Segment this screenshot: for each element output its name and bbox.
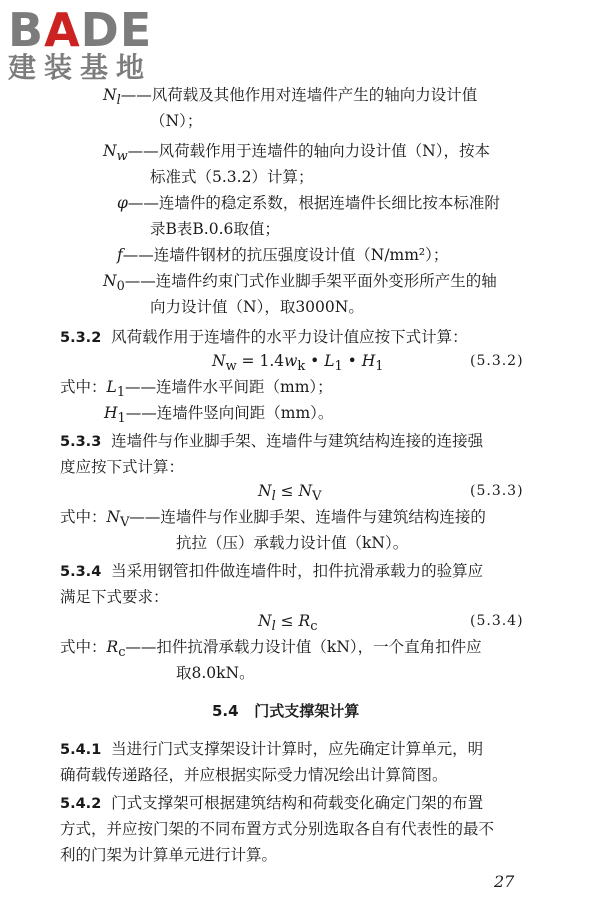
where-l1: 式中：$L_1——$连墙件水平间距（mm）； [60, 378, 333, 401]
logo-wordmark: BADE [8, 3, 153, 57]
where-rc-cont: 取8.0kN。 [176, 664, 255, 682]
clause-5-3-3: 5.3.3 连墙件与作业脚手架、连墙件与建筑结构连接的连接强 [60, 432, 484, 450]
equation-5-3-4: $N_l \le R_c$ [258, 612, 318, 635]
section-heading-5-4: 5.4 门式支撑架计算 [212, 702, 360, 720]
clause-5-3-4-cont: 满足下式要求： [60, 588, 169, 606]
definition-nl: $N_l——$风荷载及其他作用对连墙件产生的轴向力设计值 [103, 86, 478, 109]
definition-nw-cont: 标准式（5.3.2）计算； [150, 168, 314, 186]
clause-5-4-1-cont: 确荷载传递路径，并应根据实际受力情况绘出计算简图。 [60, 766, 448, 784]
clause-5-3-2: 5.3.2 风荷载作用于连墙件的水平力设计值应按下式计算： [60, 328, 468, 346]
definition-n0: $N_0——$连墙件约束门式作业脚手架平面外变形所产生的轴 [103, 272, 497, 295]
definition-nw: $N_w——$风荷载作用于连墙件的轴向力设计值（N），按本 [103, 142, 490, 165]
definition-phi-cont: 录B表B.0.6取值； [150, 220, 280, 238]
logo-subtitle: 建装基地 [8, 51, 153, 84]
equation-number-5-3-2: (5.3.2) [470, 353, 524, 369]
bade-logo [8, 3, 208, 84]
equation-number-5-3-4: (5.3.4) [470, 613, 524, 629]
definition-phi: φ——连墙件的稳定系数，根据连墙件长细比按本标准附 [117, 194, 500, 212]
equation-number-5-3-3: (5.3.3) [470, 483, 524, 499]
where-nv-cont: 抗拉（压）承载力设计值（kN）。 [176, 534, 409, 552]
equation-5-3-3: $N_l \le N_V$ [258, 482, 322, 505]
clause-5-3-3-cont: 度应按下式计算： [60, 458, 185, 476]
definition-n0-cont: 向力设计值（N），取3000N。 [150, 298, 364, 316]
where-h1: $H_1——$连墙件竖向间距（mm）。 [104, 404, 334, 427]
definition-nl-cont: （N）； [150, 112, 203, 130]
where-nv: 式中：$N_V——$连墙件与作业脚手架、连墙件与建筑结构连接的 [60, 508, 486, 531]
clause-5-4-2-cont2: 利的门架为计算单元进行计算。 [60, 846, 278, 864]
equation-5-3-2: $N_w = 1.4w_k$ • $L_1$ • $H_1$ [212, 352, 384, 375]
clause-5-4-2: 5.4.2 门式支撑架可根据建筑结构和荷载变化确定门架的布置 [60, 794, 484, 812]
clause-5-3-4: 5.3.4 当采用钢管扣件做连墙件时，扣件抗滑承载力的验算应 [60, 562, 484, 580]
page-number: 27 [494, 872, 515, 891]
clause-5-4-1: 5.4.1 当进行门式支撑架设计计算时，应先确定计算单元，明 [60, 740, 484, 758]
definition-f: f——连墙件钢材的抗压强度设计值（N/mm²）； [117, 246, 449, 264]
where-rc: 式中：$R_c——$扣件抗滑承载力设计值（kN），一个直角扣件应 [60, 638, 482, 661]
clause-5-4-2-cont1: 方式，并应按门架的不同布置方式分别选取各自有代表性的最不 [60, 820, 495, 838]
